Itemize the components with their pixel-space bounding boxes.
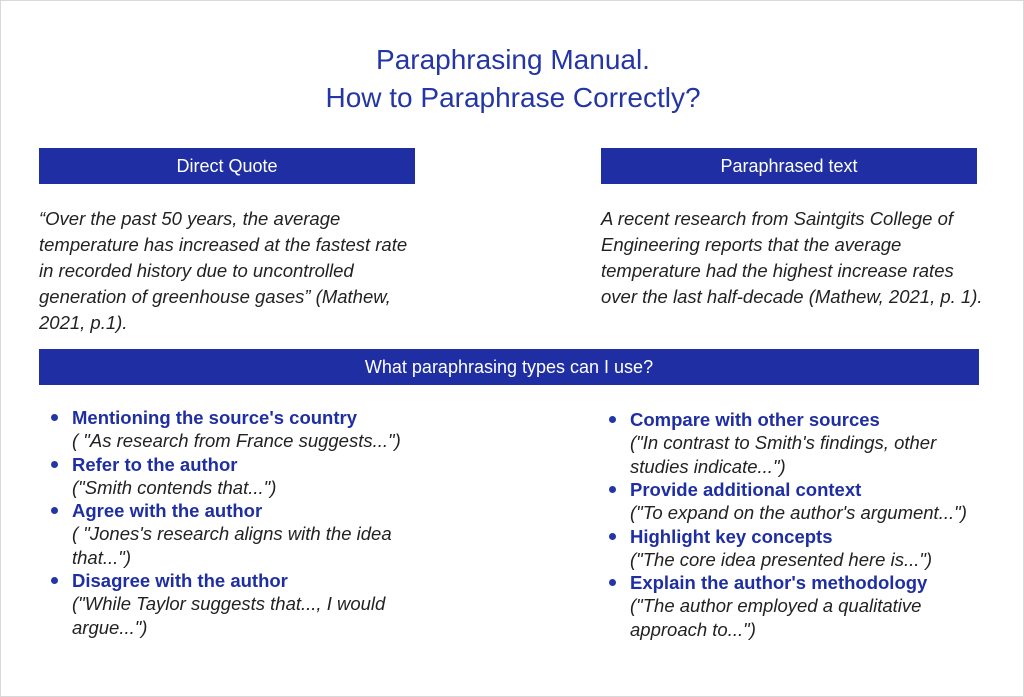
type-example: ("To expand on the author's argument..."): [630, 502, 967, 523]
paraphrased-text-label: Paraphrased text: [720, 155, 858, 176]
type-example: ("The core idea presented here is..."): [630, 548, 933, 570]
list-item: [609, 408, 989, 478]
type-example: ( "As research from France suggests..."): [72, 430, 401, 451]
direct-quote-header: [39, 148, 415, 184]
paraphrasing-types-list-left: [51, 406, 431, 639]
bullet-icon: [51, 577, 58, 584]
title-line-1: Paraphrasing Manual.: [376, 44, 650, 75]
type-name: Provide additional context: [630, 479, 862, 500]
type-example: ("In contrast to Smith's findings, other studies indicate..."): [630, 432, 937, 477]
list-item: [51, 569, 431, 639]
list-item: [51, 499, 431, 569]
list-item: [51, 453, 431, 500]
type-name: Highlight key concepts: [630, 525, 833, 547]
list-item: [609, 478, 989, 525]
list-item: [609, 571, 989, 641]
bullet-icon: [51, 414, 58, 421]
paraphrasing-types-label: What paraphrasing types can I use?: [364, 356, 654, 377]
type-name: Mentioning the source's country: [72, 407, 358, 428]
direct-quote-text: “Over the past 50 years, the average temperature has increased at the fastest rate in recorded history due to uncontrolled generation of greenhouse gases” (Mathew, 2021, p.1).: [39, 208, 408, 333]
direct-quote-label: Direct Quote: [176, 155, 278, 176]
paraphrasing-types-list-right: [609, 408, 989, 641]
bullet-icon: [51, 507, 58, 514]
paraphrasing-types-header: [39, 349, 979, 385]
type-example: ("While Taylor suggests that..., I would argue..."): [72, 593, 386, 638]
paraphrased-text: A recent research from Saintgits College of Engineering reports that the average temperature had the highest increase rates over the last half-decade (Mathew, 2021, p. 1).: [601, 208, 983, 307]
type-example: ("Smith contends that..."): [72, 476, 277, 498]
bullet-icon: [51, 461, 58, 468]
list-item: [51, 406, 431, 453]
title-line-2: How to Paraphrase Correctly?: [325, 82, 701, 113]
paraphrased-text-header: [601, 148, 977, 184]
type-example: ("The author employed a qualitative approach to..."): [630, 595, 922, 640]
bullet-icon: [609, 579, 616, 586]
list-item: [609, 525, 989, 572]
bullet-icon: [609, 486, 616, 493]
page-title: [1, 41, 1024, 117]
type-name: Disagree with the author: [72, 570, 288, 591]
type-name: Refer to the author: [72, 453, 238, 475]
type-name: Compare with other sources: [630, 409, 880, 430]
bullet-icon: [609, 416, 616, 423]
bullet-icon: [609, 533, 616, 540]
type-example: ( "Jones's research aligns with the idea that..."): [72, 523, 392, 568]
type-name: Agree with the author: [72, 500, 263, 521]
type-name: Explain the author's methodology: [630, 572, 928, 593]
